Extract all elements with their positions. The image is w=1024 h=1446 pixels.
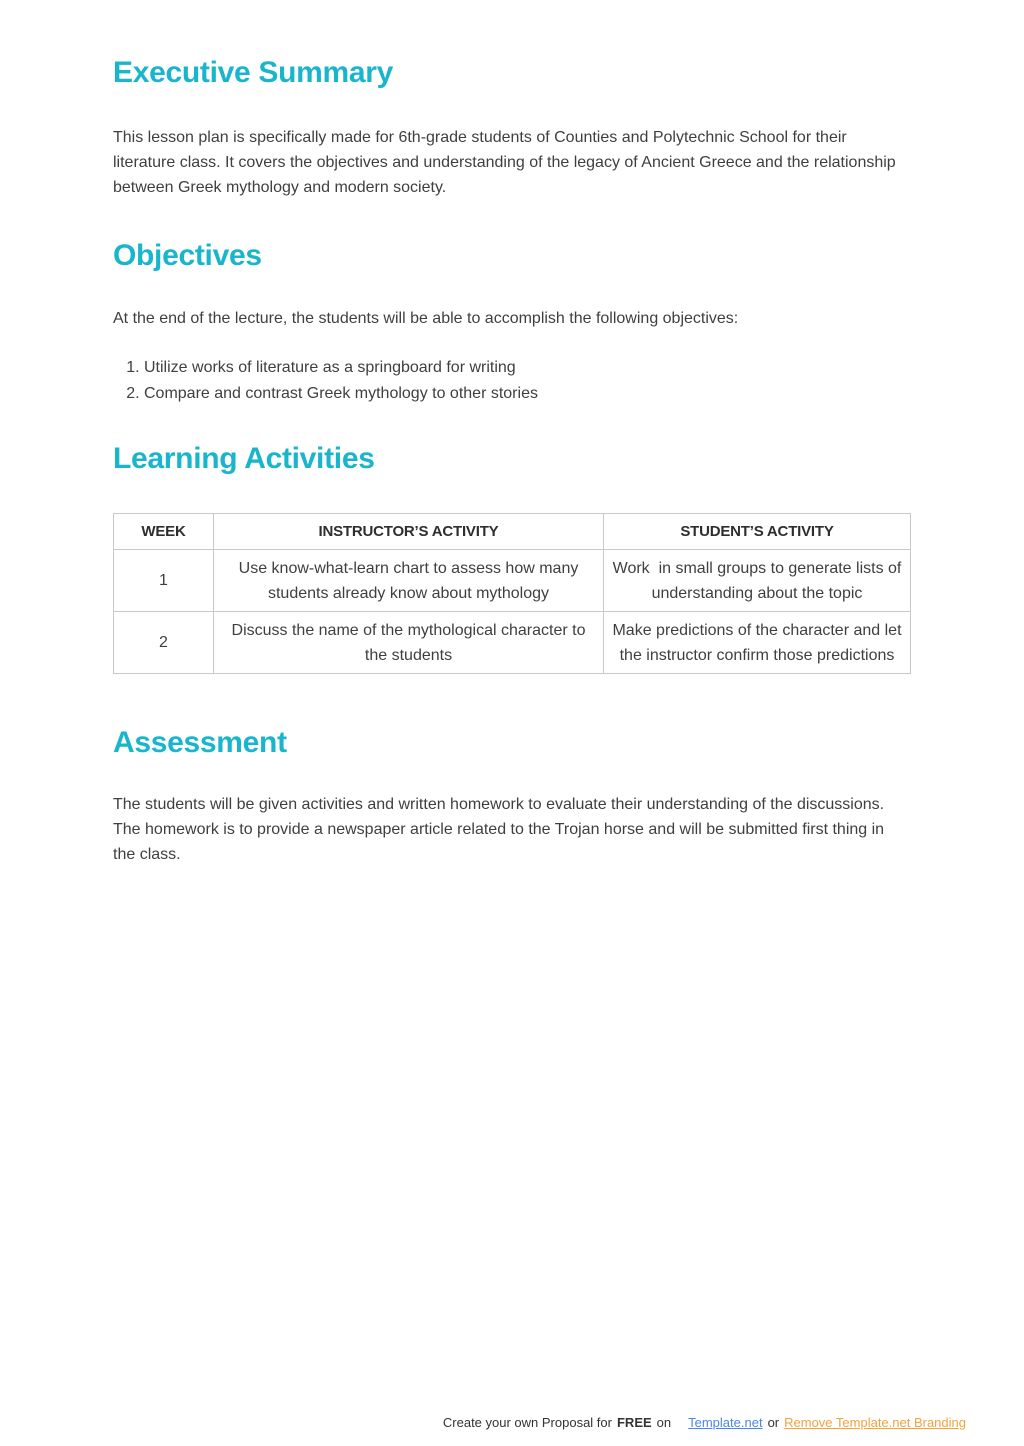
branding-footer: [443, 1413, 966, 1432]
objective-item: 1. Utilize works of literature as a springboard for writing: [144, 355, 910, 381]
student-activity-cell: Work in small groups to generate lists of understanding about the topic: [604, 550, 911, 612]
table-row: [114, 612, 911, 674]
footer-text: Create your own Proposal for: [442, 1415, 612, 1430]
footer-free-label: FREE: [616, 1415, 652, 1430]
table-header-week: WEEK: [114, 514, 214, 550]
document-content: [113, 0, 910, 867]
table-header-row: [114, 514, 911, 550]
instructor-activity-cell: Use know-what-learn chart to assess how many students already know about mythology: [214, 550, 604, 612]
objectives-list: [113, 355, 910, 406]
objectives-heading: Objectives: [113, 239, 262, 272]
learning-activities-table: [113, 513, 911, 674]
week-cell: 2: [114, 612, 214, 674]
footer-text: or: [767, 1415, 780, 1430]
week-cell: 1: [114, 550, 214, 612]
instructor-activity-cell: Discuss the name of the mythological character to the students: [214, 612, 604, 674]
table-row: [114, 550, 911, 612]
learning-activities-heading: Learning Activities: [113, 442, 375, 475]
table-header-instructor-activity: INSTRUCTOR’S ACTIVITY: [214, 514, 604, 550]
objective-item: 2. Compare and contrast Greek mythology to other stories: [144, 381, 910, 407]
footer-text: on: [656, 1415, 672, 1430]
assessment-heading: Assessment: [113, 726, 287, 759]
executive-summary-heading: Executive Summary: [113, 56, 394, 89]
objectives-intro: At the end of the lecture, the students will be able to accomplish the following objectives:: [113, 310, 739, 327]
template-net-link[interactable]: Template.net: [688, 1415, 763, 1430]
table-header-student-activity: STUDENT’S ACTIVITY: [604, 514, 911, 550]
executive-summary-paragraph: This lesson plan is specifically made for 6th-grade students of Counties and Polytechnic School for their literature class. It covers the objectives and understanding of the legacy of Ancient Greece and the relationship between Greek mythology and modern society.: [113, 129, 896, 196]
assessment-paragraph: The students will be given activities and written homework to evaluate their understanding of the discussions. The homework is to provide a newspaper article related to the Trojan horse and will be submitted first thing in the class.: [113, 796, 885, 863]
remove-branding-link[interactable]: Remove Template.net Branding: [784, 1415, 966, 1430]
student-activity-cell: Make predictions of the character and let the instructor confirm those predictions: [604, 612, 911, 674]
